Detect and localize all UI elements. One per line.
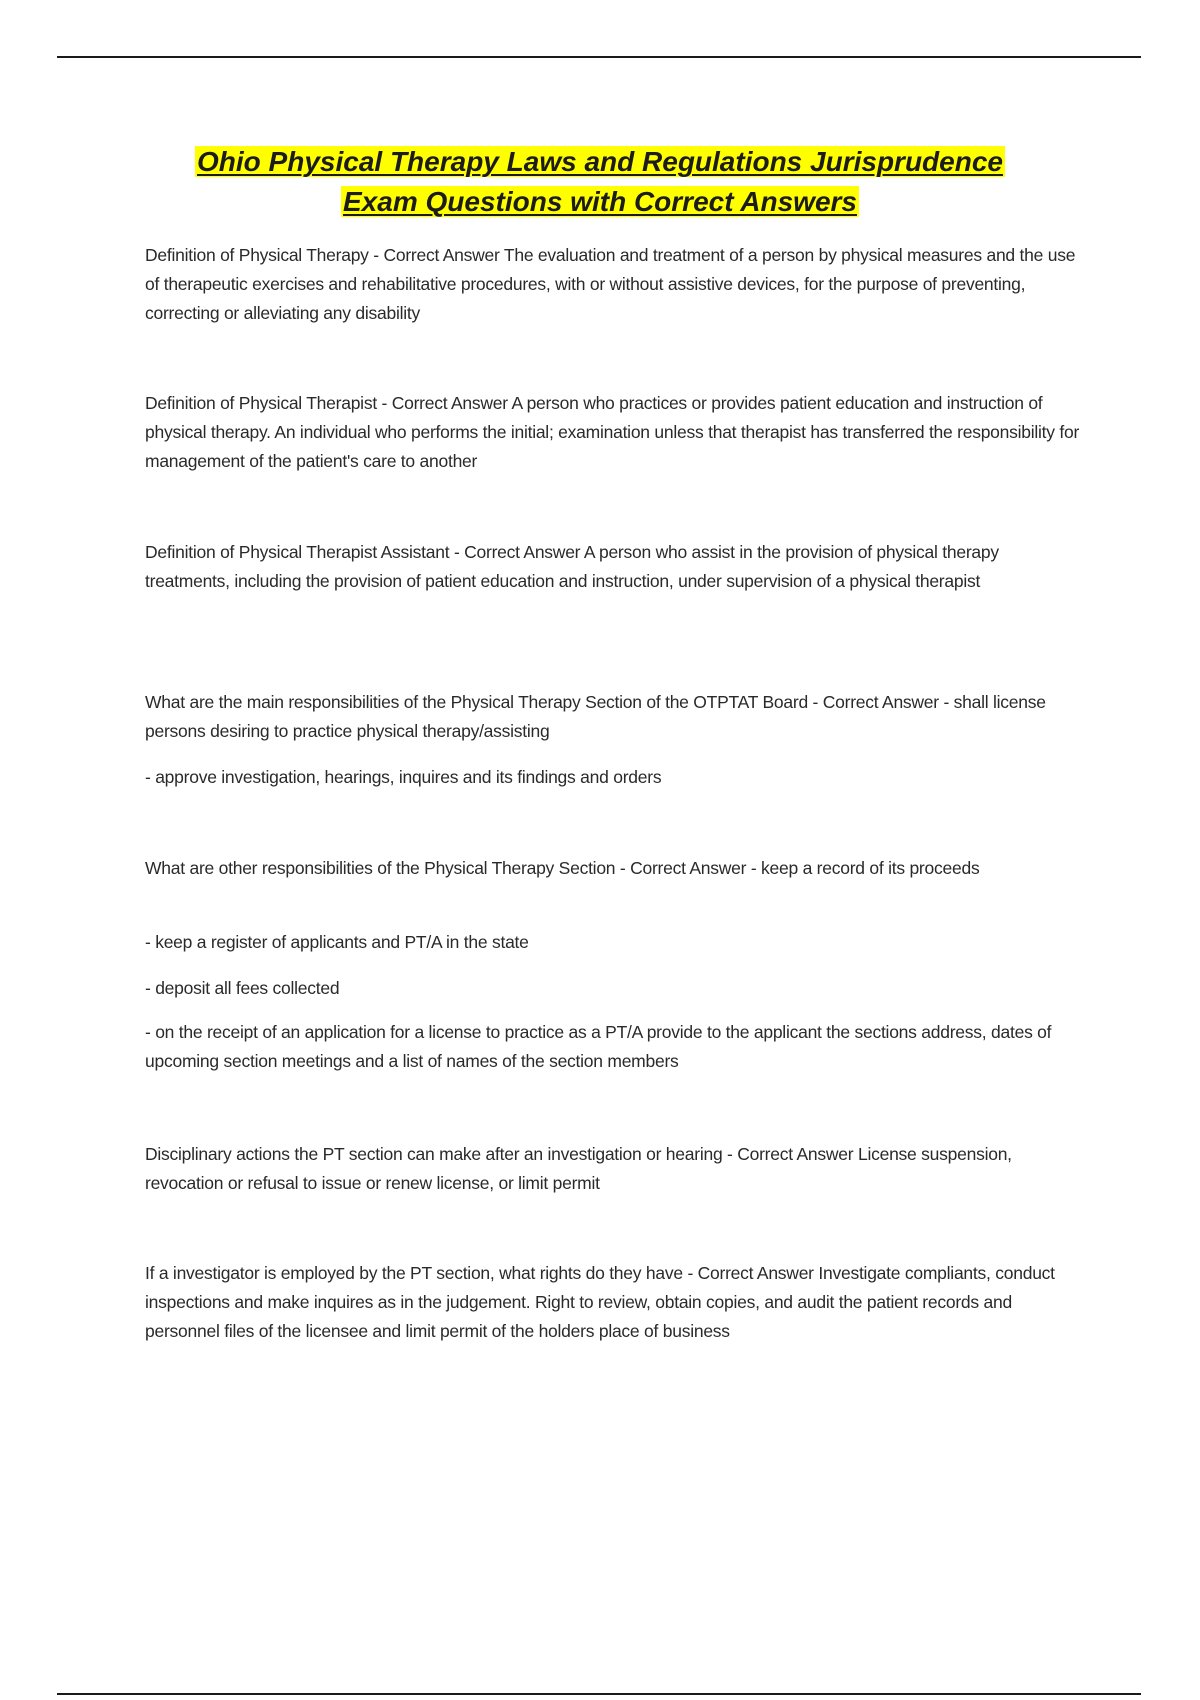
qa-paragraph-5-bullet-3: - on the receipt of an application for a license to practice as a PT/A provide to the applicant the sections address, dates of upcoming section meetings and a list of names of the section members xyxy=(145,1022,1052,1071)
qa-paragraph-7: If a investigator is employed by the PT section, what rights do they have - Correct Answer Investigate compliants, conduct inspections and make inquires as in the judgement. Right to review, obtain copies, and audit the patient records and personnel files of the licensee and limit permit of the holders place of business xyxy=(145,1263,1055,1341)
document-title xyxy=(100,142,1100,222)
qa-paragraph-2: Definition of Physical Therapist - Correct Answer A person who practices or provides patient education and instruction of physical therapy. An individual who performs the initial; examination unless that therapist has transferred the responsibility for management of the patient's care to another xyxy=(145,393,1080,471)
qa-paragraph-5: What are other responsibilities of the Physical Therapy Section - Correct Answer - keep a record of its proceeds xyxy=(145,858,980,878)
title-line-2: Exam Questions with Correct Answers xyxy=(343,186,857,217)
footer-rule xyxy=(57,1693,1141,1695)
qa-paragraph-6: Disciplinary actions the PT section can make after an investigation or hearing - Correct Answer License suspension, revocation or refusal to issue or renew license, or limit permit xyxy=(145,1144,1012,1193)
qa-paragraph-4-bullet: - approve investigation, hearings, inquires and its findings and orders xyxy=(145,767,662,787)
title-line-1: Ohio Physical Therapy Laws and Regulations Jurisprudence xyxy=(197,146,1003,177)
qa-paragraph-1: Definition of Physical Therapy - Correct Answer The evaluation and treatment of a person by physical measures and the use of therapeutic exercises and rehabilitative procedures, with or without assistive devices, for the purpose of preventing, correcting or alleviating any disability xyxy=(145,245,1076,323)
qa-paragraph-3: Definition of Physical Therapist Assistant - Correct Answer A person who assist in the provision of physical therapy treatments, including the provision of patient education and instruction, under supervision of a physical therapist xyxy=(145,542,999,591)
header-rule xyxy=(57,56,1141,58)
qa-paragraph-4: What are the main responsibilities of the Physical Therapy Section of the OTPTAT Board - Correct Answer - shall license persons desiring to practice physical therapy/assisting xyxy=(145,692,1046,741)
qa-paragraph-5-bullet-1: - keep a register of applicants and PT/A in the state xyxy=(145,932,529,952)
qa-paragraph-5-bullet-2: - deposit all fees collected xyxy=(145,978,340,998)
